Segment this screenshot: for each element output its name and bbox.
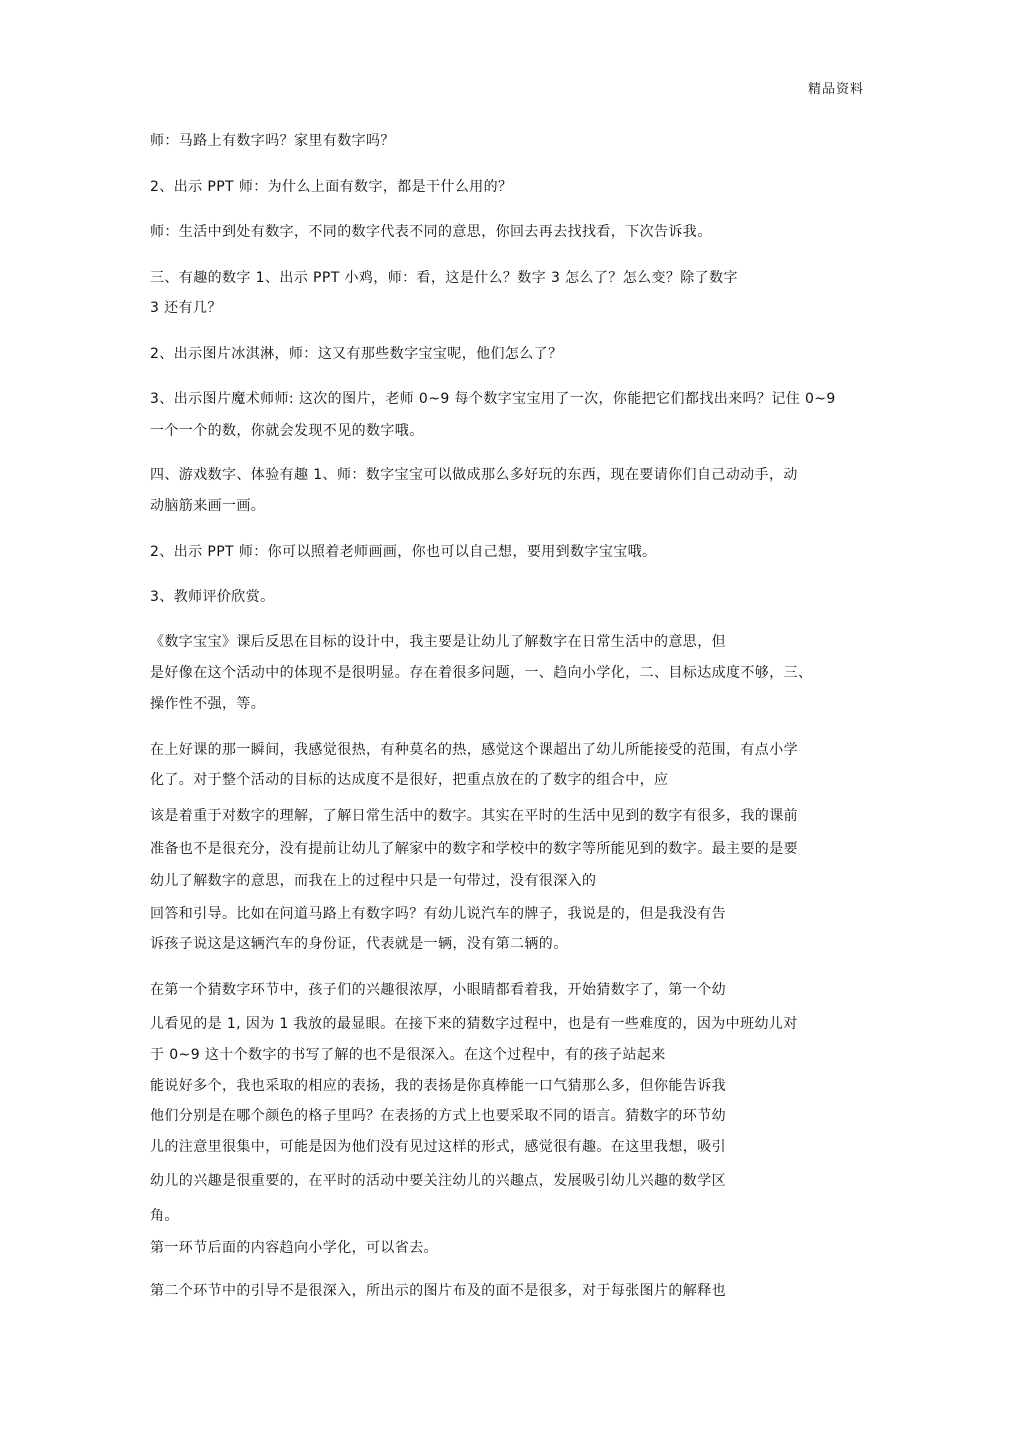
- text-line: 幼儿了解数字的意思，而我在上的过程中只是一句带过，没有很深入的: [150, 873, 597, 889]
- header-note: 精品资料: [808, 82, 865, 97]
- text-line: 动脑筋来画一画。: [150, 498, 266, 514]
- text-line: 是好像在这个活动中的体现不是很明显。存在着很多问题，一、趋向小学化，二、目标达成度不够，三、: [150, 665, 813, 681]
- text-line: 3、出示图片魔术师师: 这次的图片，老师 0~9 每个数字宝宝用了一次，你能把它们都找出来吗？记住 0~9: [150, 391, 836, 407]
- text-line: 诉孩子说这是这辆汽车的身份证，代表就是一辆，没有第二辆的。: [150, 936, 568, 952]
- text-line: 回答和引导。比如在问道马路上有数字吗？有幼儿说汽车的牌子，我说是的，但是我没有告: [150, 906, 726, 922]
- text-line: 第二个环节中的引导不是很深入，所出示的图片布及的面不是很多，对于每张图片的解释也: [150, 1283, 726, 1299]
- text-line: 三、有趣的数字 1、出示 PPT 小鸡，师：看，这是什么？数字 3 怎么了？怎么变？除了数字: [150, 270, 738, 286]
- text-line: 于 0~9 这十个数字的书写了解的也不是很深入。在这个过程中，有的孩子站起来: [150, 1047, 666, 1063]
- text-line: 四、游戏数字、体验有趣 1、师：数字宝宝可以做成那么多好玩的东西，现在要请你们自己动动手，动: [150, 467, 798, 483]
- text-line: 儿的注意里很集中，可能是因为他们没有见过这样的形式，感觉很有趣。在这里我想，吸引: [150, 1139, 726, 1155]
- text-line: 师：生活中到处有数字，不同的数字代表不同的意思，你回去再去找找看，下次告诉我。: [150, 224, 712, 240]
- text-line: 儿看见的是 1, 因为 1 我放的最显眼。在接下来的猜数字过程中，也是有一些难度的，因为中班幼儿对: [150, 1016, 798, 1032]
- text-line: 在第一个猜数字环节中，孩子们的兴趣很浓厚，小眼睛都看着我，开始猜数字了，第一个幼: [150, 982, 726, 998]
- text-line: 在上好课的那一瞬间，我感觉很热，有种莫名的热，感觉这个课超出了幼儿所能接受的范围，有点小学: [150, 742, 798, 758]
- text-line: 师：马路上有数字吗？家里有数字吗？: [150, 133, 395, 149]
- text-line: 他们分别是在哪个颜色的格子里吗？在表扬的方式上也要采取不同的语言。猜数字的环节幼: [150, 1108, 726, 1124]
- text-line: 该是着重于对数字的理解，了解日常生活中的数字。其实在平时的生活中见到的数字有很多，我的课前: [150, 808, 798, 824]
- text-line: 2、出示图片冰淇淋，师：这又有那些数字宝宝呢，他们怎么了？: [150, 346, 563, 362]
- text-line: 角。: [150, 1208, 179, 1224]
- text-line: 化了。对于整个活动的目标的达成度不是很好，把重点放在的了数字的组合中，应: [150, 772, 669, 788]
- text-line: 3 还有几？: [150, 300, 222, 316]
- text-line: 一个一个的数，你就会发现不见的数字哦。: [150, 423, 424, 439]
- text-line: 能说好多个，我也采取的相应的表扬，我的表扬是你真棒能一口气猜那么多，但你能告诉我: [150, 1078, 726, 1094]
- text-line: 2、出示 PPT 师：你可以照着老师画画，你也可以自己想，要用到数字宝宝哦。: [150, 544, 657, 560]
- text-line: 第一环节后面的内容趋向小学化，可以省去。: [150, 1240, 438, 1256]
- text-line: 3、教师评价欣赏。: [150, 589, 275, 605]
- text-line: 2、出示 PPT 师：为什么上面有数字，都是干什么用的？: [150, 179, 513, 195]
- text-line: 幼儿的兴趣是很重要的，在平时的活动中要关注幼儿的兴趣点，发展吸引幼儿兴趣的数学区: [150, 1173, 726, 1189]
- text-line: 操作性不强，等。: [150, 696, 266, 712]
- text-line: 准备也不是很充分，没有提前让幼儿了解家中的数字和学校中的数字等所能见到的数字。最主要的是要: [150, 841, 798, 857]
- text-line: 《数字宝宝》课后反思在目标的设计中，我主要是让幼儿了解数字在日常生活中的意思，但: [150, 634, 726, 650]
